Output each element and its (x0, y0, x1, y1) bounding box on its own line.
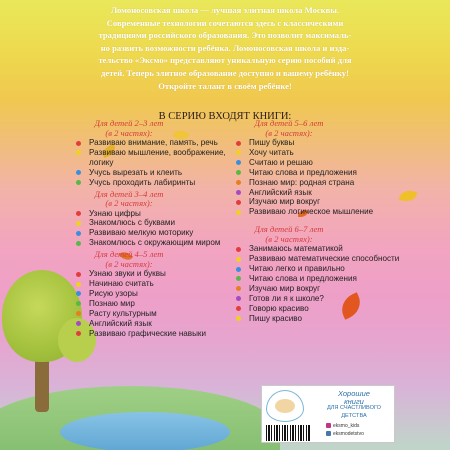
book-item (232, 294, 407, 304)
book-title: Готов ли я к школе? (249, 293, 324, 303)
book-item (232, 197, 407, 207)
book-title: Изучаю мир вокруг (249, 283, 321, 293)
book-title: Узнаю цифры (89, 208, 141, 218)
intro-line: тельство «Эксмо» представляют уникальную серию пособий для (98, 55, 352, 66)
book-item (72, 238, 247, 248)
bullet-dot-icon (76, 231, 81, 236)
book-item (232, 284, 407, 294)
intro-line: традициями российского образования. Это позволит максималь- (98, 30, 352, 41)
promo-slogan (314, 390, 394, 420)
age-group-title (246, 119, 332, 138)
age-group-title (86, 119, 172, 138)
promo-line-2: книги (344, 396, 364, 406)
book-item (232, 148, 407, 158)
book-item (72, 228, 247, 238)
book-item (72, 168, 247, 178)
pond-illustration (60, 412, 230, 450)
book-title: Читаю слова и предложения (249, 273, 357, 283)
book-item (232, 304, 407, 314)
social-link-1[interactable] (326, 422, 364, 430)
book-title: Пишу красиво (249, 313, 302, 323)
bullet-dot-icon (76, 291, 81, 296)
age-group-title-line: Для детей 6–7 лет (254, 224, 324, 235)
book-title: Познаю мир: родная страна (249, 177, 355, 187)
bullet-dot-icon (236, 276, 241, 281)
book-title: Развиваю внимание, память, речь (89, 138, 218, 147)
intro-paragraph (60, 4, 390, 92)
book-item (72, 218, 247, 228)
book-item (72, 319, 247, 329)
intro-line: Ломоносовская школа — лучшая элитная школа Москвы. (110, 5, 340, 15)
heart-illustration (275, 399, 295, 413)
age-group-6-7 (232, 225, 407, 323)
bullet-dot-icon (76, 282, 81, 287)
book-item (72, 289, 247, 299)
right-column (232, 119, 407, 324)
book-title: Познаю мир (89, 298, 135, 308)
bullet-dot-icon (76, 311, 81, 316)
vk-icon (326, 431, 331, 436)
publisher-promo-box (261, 385, 395, 443)
age-group-title (86, 190, 172, 209)
bullet-dot-icon (236, 180, 241, 185)
book-title: Говорю красиво (249, 303, 309, 313)
social-links (326, 422, 364, 438)
social-link-2[interactable] (326, 430, 364, 438)
bullet-dot-icon (236, 150, 241, 155)
bullet-dot-icon (236, 267, 241, 272)
book-item (72, 148, 247, 168)
book-title: Читаю слова и предложения (249, 167, 357, 177)
bullet-dot-icon (236, 200, 241, 205)
bullet-dot-icon (236, 257, 241, 262)
book-item (232, 207, 407, 217)
age-group-title-line: Для детей 2–3 лет (94, 118, 164, 128)
bullet-dot-icon (236, 210, 241, 215)
book-title: Узнаю звуки и буквы (89, 269, 166, 279)
intro-line: Откройте талант в своём ребёнке! (158, 80, 292, 91)
book-title: Знакомлюсь с окружающим миром (89, 238, 221, 248)
bullet-dot-icon (236, 316, 241, 321)
book-item (232, 178, 407, 188)
book-item (232, 254, 407, 264)
bullet-dot-icon (236, 170, 241, 175)
bullet-dot-icon (76, 211, 81, 216)
book-item (72, 138, 247, 148)
intro-line: но развить возможности ребёнка. Ломоносовская школа и изда- (100, 42, 350, 53)
book-title: Хочу читать (249, 147, 294, 157)
bullet-dot-icon (76, 301, 81, 306)
book-title: Развиваю математические способности (249, 254, 400, 264)
book-item (232, 244, 407, 254)
social-handle: eksmodetstvo (333, 431, 364, 437)
book-item (232, 264, 407, 274)
book-title: Расту культурным (89, 308, 157, 318)
book-title: Английский язык (249, 187, 312, 197)
bullet-dot-icon (236, 286, 241, 291)
series-heading: В СЕРИЮ ВХОДЯТ КНИГИ: (158, 111, 292, 122)
bullet-dot-icon (236, 160, 241, 165)
age-group-3-4 (72, 190, 247, 249)
book-item (232, 168, 407, 178)
book-title: Считаю и решаю (249, 157, 313, 167)
book-item (232, 138, 407, 148)
book-title: Пишу буквы (249, 138, 295, 147)
bullet-dot-icon (76, 170, 81, 175)
bullet-dot-icon (236, 296, 241, 301)
age-group-2-3 (72, 119, 247, 188)
book-item (72, 329, 247, 339)
bullet-dot-icon (236, 247, 241, 252)
barcode (266, 425, 310, 441)
book-item (232, 188, 407, 198)
book-title: Читаю легко и правильно (249, 264, 345, 274)
age-group-title-line: Для детей 5–6 лет (254, 118, 324, 128)
book-title: Английский язык (89, 318, 152, 328)
bullet-dot-icon (76, 241, 81, 246)
book-title: Изучаю мир вокруг (249, 197, 321, 207)
book-title: Начинаю считать (89, 279, 154, 289)
social-handle: eksmo_kids (333, 423, 360, 429)
book-item (232, 274, 407, 284)
book-title: Учусь проходить лабиринты (89, 177, 196, 187)
bullet-dot-icon (76, 272, 81, 277)
book-title: Знакомлюсь с буквами (89, 218, 175, 228)
age-group-5-6 (232, 119, 407, 217)
age-group-title-line: Для детей 4–5 лет (94, 249, 164, 260)
age-group-4-5 (72, 250, 247, 338)
book-title: Развиваю мышление, воображение, логику (89, 147, 226, 167)
book-item (72, 269, 247, 279)
book-item (72, 209, 247, 219)
bullet-dot-icon (236, 306, 241, 311)
age-group-subtitle: (в 2 частях): (265, 233, 313, 244)
age-group-title-line: Для детей 3–4 лет (94, 188, 164, 199)
age-group-subtitle: (в 2 частях): (265, 127, 313, 138)
book-title: Развиваю мелкую моторику (89, 228, 194, 238)
bullet-dot-icon (76, 180, 81, 185)
promo-line-3: ДЛЯ СЧАСТЛИВОГО ДЕТСТВА (326, 405, 382, 419)
bullet-dot-icon (236, 190, 241, 195)
book-title: Рисую узоры (89, 288, 138, 298)
book-item (72, 299, 247, 309)
book-item (232, 158, 407, 168)
book-title: Развиваю логическое мышление (249, 207, 374, 217)
book-title: Учусь вырезать и клеить (89, 167, 183, 177)
book-title: Развиваю графические навыки (89, 328, 206, 338)
age-group-subtitle: (в 2 частях): (105, 198, 153, 209)
intro-line: детей. Теперь элитное образование доступно и вашему ребёнку! (101, 67, 349, 78)
bullet-dot-icon (76, 141, 81, 146)
book-item (232, 314, 407, 324)
bullet-dot-icon (236, 141, 241, 146)
book-item (72, 178, 247, 188)
age-group-subtitle: (в 2 частях): (105, 127, 153, 138)
bullet-dot-icon (76, 331, 81, 336)
age-group-title (86, 250, 172, 269)
book-item (72, 309, 247, 319)
promo-line-1: Хорошие (338, 389, 370, 398)
bullet-dot-icon (76, 221, 81, 226)
left-column (72, 119, 247, 339)
book-item (72, 279, 247, 289)
age-group-title (246, 225, 332, 244)
bullet-dot-icon (76, 150, 81, 155)
book-title: Занимаюсь математикой (249, 244, 343, 254)
instagram-icon (326, 423, 331, 428)
heart-logo-icon (266, 390, 304, 422)
age-group-subtitle: (в 2 частях): (105, 258, 153, 269)
intro-line: Современные технологии сочетаются здесь с классическими (106, 17, 344, 28)
bullet-dot-icon (76, 321, 81, 326)
